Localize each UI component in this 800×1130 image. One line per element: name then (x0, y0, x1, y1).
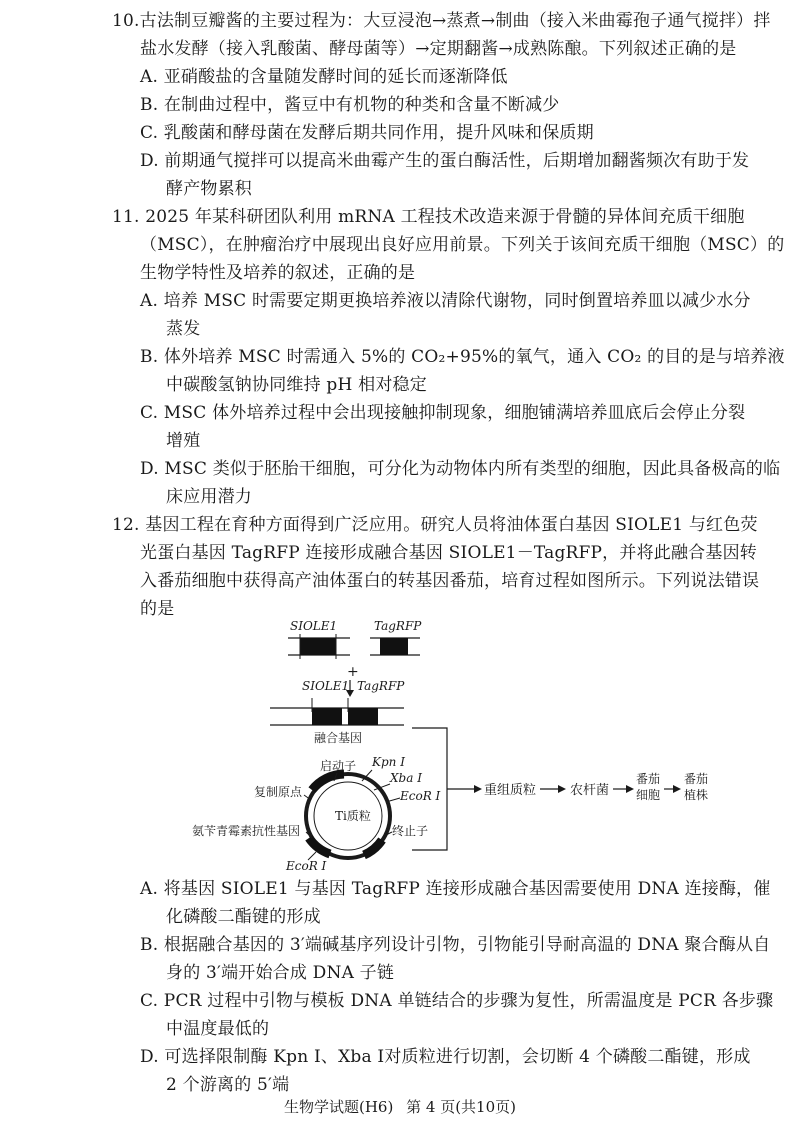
q12-stem-line-3: 入番茄细胞中获得高产油体蛋白的转基因番茄，培育过程如图所示。下列说法错误 (140, 571, 760, 591)
arrow-2-head (626, 785, 634, 793)
q11-option-b-cont: 中碳酸氢钠协同维持 pH 相对稳定 (166, 375, 427, 395)
tomato-cell-label-2: 细胞 (636, 788, 661, 802)
q12-stem-line-4: 的是 (140, 599, 175, 619)
plus-sign: + (347, 664, 359, 680)
q11-option-d-cont: 床应用潜力 (166, 487, 252, 507)
origin-label: 复制原点 (254, 785, 303, 799)
q10-option-d-cont: 酵产物累积 (166, 179, 252, 199)
tomato-plant-label-2: 植株 (684, 788, 709, 802)
ecor-right-label: EcoR Ⅰ (400, 789, 441, 803)
q12-option-c[interactable]: C. PCR 过程中引物与模板 DNA 单链结合的步骤为复性，所需温度是 PCR 各步骤 (140, 991, 774, 1011)
q10-option-d[interactable]: D. 前期通气搅拌可以提高米曲霉产生的蛋白酶活性，后期增加翻酱频次有助于发 (140, 151, 750, 171)
plasmid-label: Ti质粒 (335, 809, 371, 823)
q11-option-d[interactable]: D. MSC 类似于胚胎干细胞，可分化为动物体内所有类型的细胞，因此具备极高的临 (140, 459, 781, 479)
q12-option-a[interactable]: A. 将基因 SIOLE1 与基因 TagRFP 连接形成融合基因需要使用 DNA 连接酶，催 (140, 879, 771, 899)
q11-option-b[interactable]: B. 体外培养 MSC 时需通入 5%的 CO₂+95%的氧气，通入 CO₂ 的目的是与培养液 (140, 347, 785, 367)
resistance-label: 氨苄青霉素抗性基因 (192, 824, 301, 838)
promoter-label: 启动子 (320, 759, 357, 773)
q12-option-d[interactable]: D. 可选择限制酶 Kpn Ⅰ、Xba Ⅰ对质粒进行切割，会切断 4 个磷酸二酯键，形成 (140, 1047, 751, 1067)
arrow-3-head (673, 785, 681, 793)
q10-option-c[interactable]: C. 乳酸菌和酵母菌在发酵后期共同作用，提升风味和保质期 (140, 123, 594, 143)
fusion-gene-label: 融合基因 (314, 731, 363, 745)
q11-stem-line-1: 11. 2025 年某科研团队利用 mRNA 工程技术改造来源于骨髓的异体间充质干细胞 (112, 207, 745, 227)
fused-gene1-block (312, 708, 342, 725)
resistance-segment (309, 838, 330, 854)
terminator-segment (364, 840, 382, 855)
agrobacterium-label: 农杆菌 (570, 783, 610, 798)
q12-stem-line-1: 12. 基因工程在育种方面得到广泛应用。研究人员将油体蛋白基因 SIOLE1 与红色荧 (112, 515, 758, 535)
gene1-block (300, 638, 336, 655)
q12-option-a-cont: 化磷酸二酯键的形成 (166, 907, 321, 927)
q11-option-c[interactable]: C. MSC 体外培养过程中会出现接触抑制现象，细胞铺满培养皿底后会停止分裂 (140, 403, 746, 423)
gene2-block (380, 638, 408, 655)
page-footer (0, 1096, 800, 1117)
fused-gene2-block (348, 708, 378, 725)
gene1-label-fused: SIOLE1 (302, 679, 350, 693)
kpn-label: Kpn Ⅰ (372, 755, 405, 769)
xba-label: Xba Ⅰ (390, 771, 422, 785)
q10-stem-line-2: 盐水发酵（接入乳酸菌、酵母菌等）→定期翻酱→成熟陈酿。下列叙述正确的是 (140, 39, 737, 59)
footer-page-number: 第 4 页(共10页) (406, 1098, 516, 1116)
q11-option-c-cont: 增殖 (166, 431, 201, 451)
tomato-cell-label-1: 番茄 (636, 772, 661, 786)
footer-subject: 生物学试题(H6) (284, 1098, 394, 1116)
q12-option-d-cont: 2 个游离的 5′端 (166, 1075, 290, 1095)
q12-option-b-cont: 身的 3′端开始合成 DNA 子链 (166, 963, 395, 983)
gene2-label-top: TagRFP (374, 619, 422, 633)
q11-option-a[interactable]: A. 培养 MSC 时需要定期更换培养液以清除代谢物，同时倒置培养皿以减少水分 (140, 291, 751, 311)
gene2-label-fused: TagRFP (357, 679, 405, 693)
recombinant-plasmid-label: 重组质粒 (484, 783, 537, 798)
gene1-label-top: SIOLE1 (290, 619, 338, 633)
terminator-label: 终止子 (392, 824, 429, 838)
arrow-1-head (558, 785, 566, 793)
q12-stem-line-2: 光蛋白基因 TagRFP 连接形成融合基因 SIOLE1－TagRFP，并将此融合基因转 (140, 543, 757, 563)
q10-option-a[interactable]: A. 亚硝酸盐的含量随发酵时间的延长而逐渐降低 (140, 67, 508, 87)
q12-option-c-cont: 中温度最低的 (166, 1019, 270, 1039)
promoter-segment (312, 774, 344, 790)
q11-stem-line-2: （MSC），在肿瘤治疗中展现出良好应用前景。下列关于该间充质干细胞（MSC）的 (140, 235, 785, 255)
q12-option-b[interactable]: B. 根据融合基因的 3′端碱基序列设计引物，引物能引导耐高温的 DNA 聚合酶从自 (140, 935, 771, 955)
q11-option-a-cont: 蒸发 (166, 319, 201, 339)
q11-stem-line-3: 生物学特性及培养的叙述，正确的是 (140, 263, 416, 283)
bracket-arrow-head (474, 785, 482, 793)
tomato-plant-label-1: 番茄 (684, 772, 709, 786)
q10-stem-line-1: 10.古法制豆瓣酱的主要过程为：大豆浸泡→蒸煮→制曲（接入米曲霉孢子通气搅拌）拌 (112, 11, 771, 31)
q10-option-b[interactable]: B. 在制曲过程中，酱豆中有机物的种类和含量不断减少 (140, 95, 560, 115)
ecor-bottom-label: EcoR Ⅰ (286, 859, 327, 873)
